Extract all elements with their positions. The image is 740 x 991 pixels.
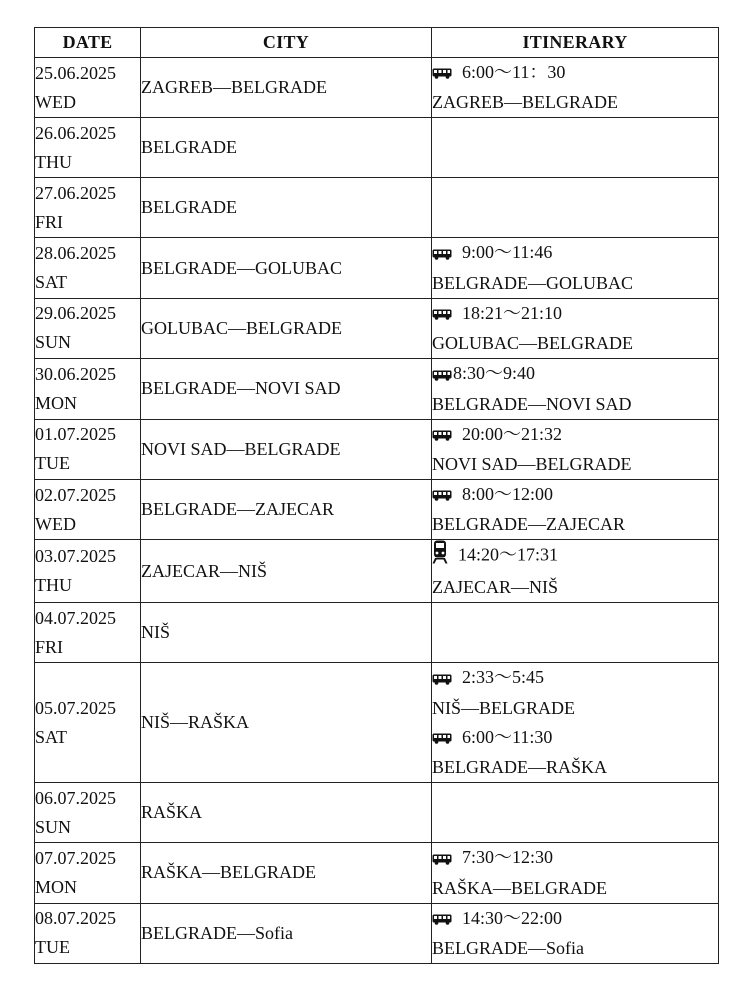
leg-route: BELGRADE—GOLUBAC [432, 272, 633, 293]
leg-time-line [432, 480, 718, 510]
leg-time: 2:33～5:45 [462, 667, 545, 688]
leg-time-line [432, 238, 718, 268]
leg-time-line [432, 904, 718, 934]
date-text: 25.06.2025 [35, 62, 116, 83]
date-text: 08.07.2025 [35, 908, 116, 929]
date-text: 26.06.2025 [35, 122, 116, 143]
date-text: 03.07.2025 [35, 546, 116, 567]
weekday-text: WED [35, 91, 76, 112]
train-icon [432, 540, 448, 573]
leg-time-line [432, 420, 718, 450]
table-row [35, 663, 719, 783]
weekday-text: THU [35, 151, 72, 172]
date-cell [35, 783, 141, 843]
itinerary-cell [432, 663, 719, 783]
table-row [35, 540, 719, 603]
date-cell [35, 58, 141, 118]
table-row [35, 903, 719, 963]
date-cell [35, 843, 141, 903]
leg-time: 7:30～12:30 [462, 847, 554, 868]
bus-icon [432, 421, 452, 450]
weekday-text: TUE [35, 453, 70, 474]
bus-icon [432, 240, 452, 269]
leg-time: 18:21～21:10 [462, 302, 563, 323]
city-cell: ZAJECAR—NIŠ [141, 540, 432, 603]
itinerary-cell [432, 783, 719, 843]
city-cell: NIŠ [141, 603, 432, 663]
bus-icon [432, 481, 452, 510]
leg-route: BELGRADE—RAŠKA [432, 757, 608, 778]
leg-route: GOLUBAC—BELGRADE [432, 333, 633, 354]
date-text: 30.06.2025 [35, 363, 116, 384]
date-text: 29.06.2025 [35, 303, 116, 324]
itinerary-cell [432, 903, 719, 963]
date-text: 06.07.2025 [35, 787, 116, 808]
city-cell: BELGRADE [141, 118, 432, 178]
table-row [35, 603, 719, 663]
itinerary-cell [432, 843, 719, 903]
date-column-header: DATE [35, 28, 141, 58]
table-row [35, 298, 719, 358]
bus-icon [432, 665, 452, 694]
itinerary-cell [432, 603, 719, 663]
weekday-text: SAT [35, 726, 68, 747]
itinerary-body [35, 58, 719, 964]
bus-icon [432, 905, 452, 934]
weekday-text: SAT [35, 272, 68, 293]
bus-icon [432, 59, 452, 88]
date-cell [35, 359, 141, 419]
date-cell [35, 298, 141, 358]
city-cell: GOLUBAC—BELGRADE [141, 298, 432, 358]
city-cell: BELGRADE [141, 178, 432, 238]
bus-icon [432, 361, 452, 390]
city-cell: NIŠ—RAŠKA [141, 663, 432, 783]
weekday-text: TUE [35, 937, 70, 958]
date-cell [35, 479, 141, 539]
weekday-text: FRI [35, 211, 64, 232]
date-cell [35, 419, 141, 479]
city-cell: RAŠKA [141, 783, 432, 843]
itinerary-column-header: ITINERARY [432, 28, 719, 58]
leg-route: ZAJECAR—NIŠ [432, 577, 559, 598]
bus-icon [432, 724, 452, 753]
weekday-text: MON [35, 392, 78, 413]
itinerary-cell [432, 479, 719, 539]
leg-route: RAŠKA—BELGRADE [432, 877, 608, 898]
table-row [35, 419, 719, 479]
leg-time: 14:20～17:31 [458, 544, 559, 565]
leg-time: 9:00～11:46 [462, 242, 553, 263]
table-row [35, 178, 719, 238]
leg-time-line [432, 540, 718, 573]
weekday-text: SUN [35, 332, 72, 353]
date-text: 28.06.2025 [35, 243, 116, 264]
table-row [35, 783, 719, 843]
table-row [35, 843, 719, 903]
itinerary-cell [432, 178, 719, 238]
date-text: 01.07.2025 [35, 424, 116, 445]
weekday-text: THU [35, 575, 72, 596]
itinerary-cell [432, 540, 719, 603]
itinerary-cell [432, 238, 719, 298]
city-cell: BELGRADE—NOVI SAD [141, 359, 432, 419]
city-cell: RAŠKA—BELGRADE [141, 843, 432, 903]
weekday-text: MON [35, 876, 78, 897]
city-column-header: CITY [141, 28, 432, 58]
table-row [35, 359, 719, 419]
city-cell: ZAGREB—BELGRADE [141, 58, 432, 118]
leg-route: NIŠ—BELGRADE [432, 697, 575, 718]
leg-route: BELGRADE—ZAJECAR [432, 514, 625, 535]
leg-time: 6:00～11:30 [462, 726, 553, 747]
itinerary-cell [432, 419, 719, 479]
leg-time-line [432, 299, 718, 329]
leg-route: NOVI SAD—BELGRADE [432, 453, 632, 474]
weekday-text: SUN [35, 816, 72, 837]
itinerary-cell [432, 118, 719, 178]
leg-time: 14:30～22:00 [462, 907, 563, 928]
date-cell [35, 663, 141, 783]
header-row [35, 28, 719, 58]
city-cell: BELGRADE—ZAJECAR [141, 479, 432, 539]
date-text: 04.07.2025 [35, 607, 116, 628]
date-cell [35, 603, 141, 663]
table-row [35, 238, 719, 298]
city-cell: BELGRADE—GOLUBAC [141, 238, 432, 298]
leg-time: 6:00～11：30 [462, 62, 566, 82]
leg-route: BELGRADE—NOVI SAD [432, 393, 632, 414]
leg-time-line [432, 359, 718, 389]
date-text: 02.07.2025 [35, 484, 116, 505]
leg-time-line [432, 843, 718, 873]
date-cell [35, 540, 141, 603]
leg-time: 20:00～21:32 [462, 423, 563, 444]
table-row [35, 58, 719, 118]
leg-time-line [432, 663, 718, 693]
leg-route: ZAGREB—BELGRADE [432, 92, 618, 113]
date-text: 07.07.2025 [35, 847, 116, 868]
date-text: 05.07.2025 [35, 697, 116, 718]
leg-route: BELGRADE—Sofia [432, 938, 584, 958]
leg-time: 8:00～12:00 [462, 483, 554, 504]
city-cell: NOVI SAD—BELGRADE [141, 419, 432, 479]
date-text: 27.06.2025 [35, 182, 116, 203]
table-row [35, 118, 719, 178]
itinerary-table [34, 27, 719, 964]
leg-time: 8:30～9:40 [453, 363, 536, 384]
date-cell [35, 238, 141, 298]
itinerary-cell [432, 58, 719, 118]
date-cell [35, 178, 141, 238]
bus-icon [432, 300, 452, 329]
date-cell [35, 118, 141, 178]
table-row [35, 479, 719, 539]
weekday-text: FRI [35, 636, 64, 657]
date-cell [35, 903, 141, 963]
bus-icon [432, 845, 452, 874]
city-cell: BELGRADE—Sofia [141, 903, 432, 963]
itinerary-cell [432, 298, 719, 358]
leg-time-line [432, 723, 718, 753]
weekday-text: WED [35, 513, 76, 534]
itinerary-cell [432, 359, 719, 419]
leg-time-line [432, 58, 718, 88]
